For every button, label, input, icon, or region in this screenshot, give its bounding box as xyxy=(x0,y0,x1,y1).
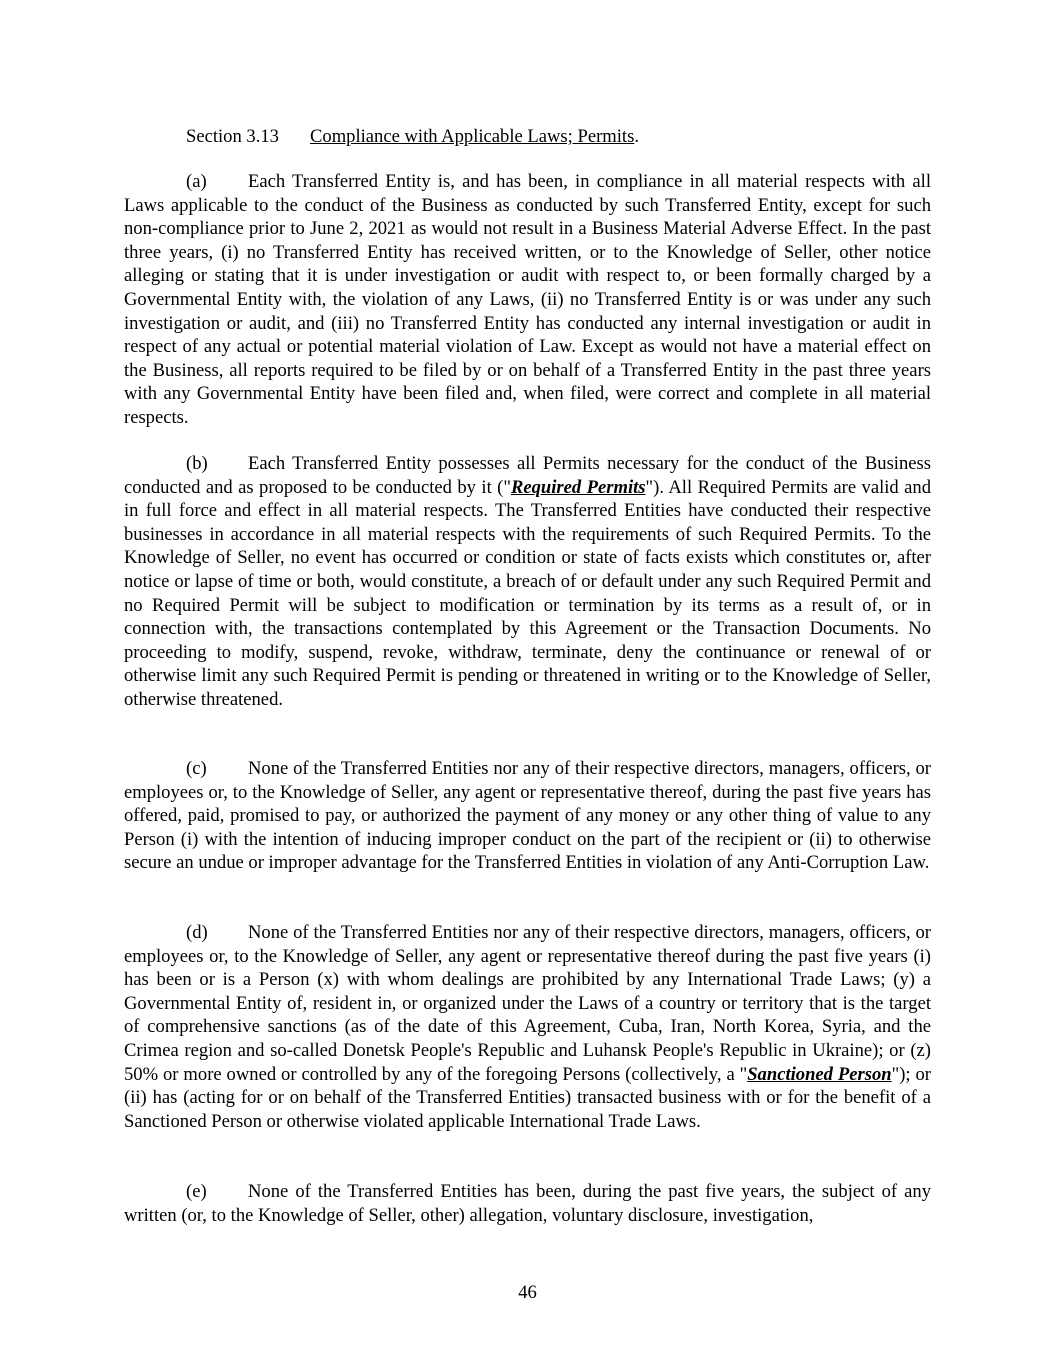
paragraph-d xyxy=(124,921,931,1133)
paragraph-label: (e) xyxy=(186,1181,207,1202)
paragraph-label: (a) xyxy=(186,171,207,192)
paragraph-text-before: Each Transferred Entity possesses all Permits necessary for the conduct of the Business conducted and as proposed to be conducted by it (" xyxy=(124,453,931,498)
paragraph-label: (c) xyxy=(186,758,207,779)
paragraph-label: (b) xyxy=(186,453,208,474)
paragraph-a xyxy=(124,170,931,430)
section-heading xyxy=(186,125,946,149)
paragraph-text-after: "); or (ii) has (acting for or on behalf of the Transferred Entities) transacted business with or for the benefit of a Sanctioned Person or otherwise violated applicable International Trade Laws. xyxy=(124,1063,931,1132)
paragraph-text: None of the Transferred Entities has been, during the past five years, the subject of any written (or, to the Knowledge of Seller, other) allegation, voluntary disclosure, investigation, xyxy=(124,1181,931,1226)
paragraph-text: Each Transferred Entity is, and has been, in compliance in all material respects with all Laws applicable to the conduct of the Business as conducted by such Transferred Entity, except for such non-compliance prior to June 2, 2021 as would not result in a Business Material Adverse Effect. In the past three years, (i) no Transferred Entity has received written, or to the Knowledge of Seller, other notice alleging or stating that it is under investigation or audit with respect to, or been formally charged by a Governmental Entity with, the violation of any Laws, (ii) no Transferred Entity is or was under any such investigation or audit, and (iii) no Transferred Entity has conducted any internal investigation or audit in respect of any actual or potential material violation of Law. Except as would not have a material effect on the Business, all reports required to be filed by or on behalf of a Transferred Entity in the past three years with any Governmental Entity have been filed and, when filed, were correct and complete in all material respects. xyxy=(124,171,931,428)
section-title: Compliance with Applicable Laws; Permits xyxy=(310,126,635,147)
page-number: 46 xyxy=(518,1282,537,1303)
paragraph-b xyxy=(124,452,931,712)
paragraph-c xyxy=(124,757,931,875)
section-title-period: . xyxy=(634,126,639,147)
paragraph-text-before: None of the Transferred Entities nor any of their respective directors, managers, officers, or employees or, to the Knowledge of Seller, any agent or representative thereof during the past five years (i) has been or is a Person (x) with whom dealings are prohibited by any International Trade Laws; (y) a Governmental Entity of, resident in, or organized under the Laws of a country or territory that is the target of comprehensive sanctions (as of the date of this Agreement, Cuba, Iran, North Korea, Syria, and the Crimea region and so-called Donetsk People's Republic and Luhansk People's Republic in Ukraine); or (z) 50% or more owned or controlled by any of the foregoing Persons (collectively, a " xyxy=(124,922,931,1085)
defined-term-required-permits: Required Permits xyxy=(510,476,646,498)
paragraph-text-after: "). All Required Permits are valid and in full force and effect in all material respects. The Transferred Entities have conducted their respective businesses in accordance in all material respects with the requirements of such Required Permits. To the Knowledge of Seller, no event has occurred or condition or state of facts exists which constitutes or, after notice or lapse of time or both, would constitute, a breach of or default under any such Required Permit and no Required Permit will be subject to modification or termination by its terms as a result of, or in connection with, the transactions contemplated by this Agreement or the Transaction Documents. No proceeding to modify, suspend, revoke, withdraw, terminate, deny the continuance or renewal of or otherwise limit any such Required Permit is pending or threatened in writing or to the Knowledge of Seller, otherwise threatened. xyxy=(124,476,932,710)
paragraph-text: None of the Transferred Entities nor any of their respective directors, managers, officers, or employees or, to the Knowledge of Seller, any agent or representative thereof, during the past five years has offered, paid, promised to pay, or authorized the payment of any money or any other thing of value to any Person (i) with the intention of inducing improper conduct on the part of the recipient or (ii) to otherwise secure an undue or improper advantage for the Transferred Entities in violation of any Anti-Corruption Law. xyxy=(124,758,931,874)
section-number: Section 3.13 xyxy=(186,126,279,147)
defined-term-sanctioned-person: Sanctioned Person xyxy=(747,1063,892,1085)
paragraph-e xyxy=(124,1180,931,1227)
paragraph-label: (d) xyxy=(186,922,208,943)
